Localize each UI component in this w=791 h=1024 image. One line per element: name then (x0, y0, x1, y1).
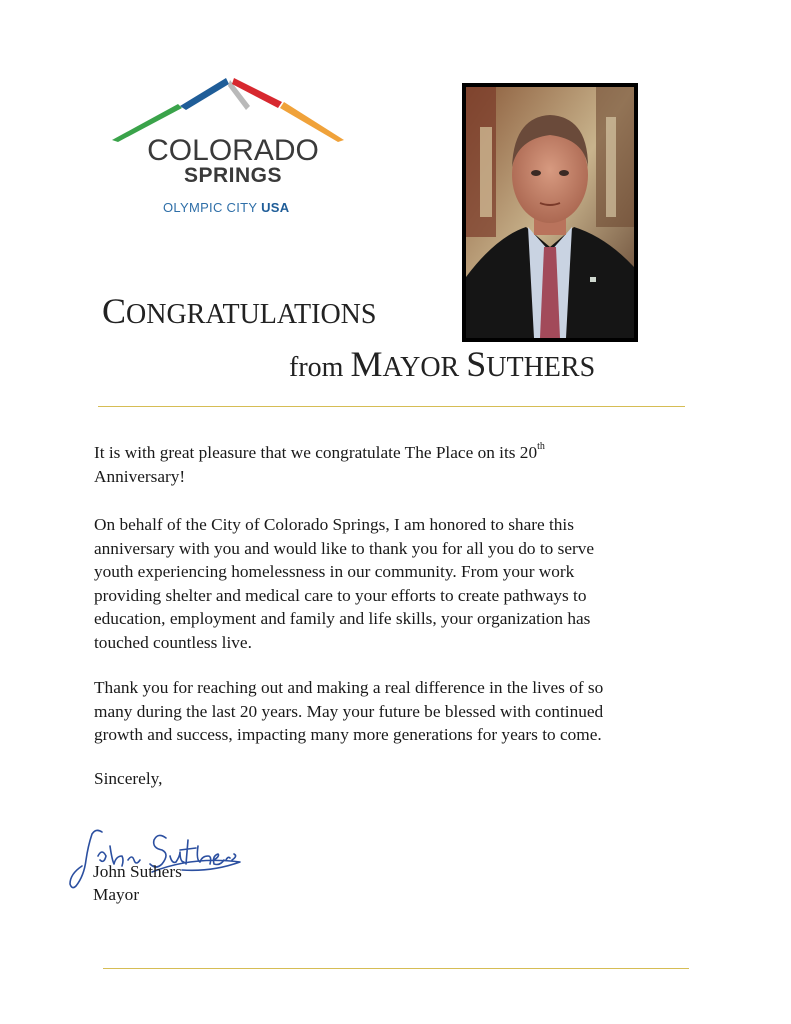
logo-tagline: OLYMPIC CITY USA (163, 200, 290, 215)
text-line: touched countless live. (94, 632, 252, 652)
text-line: It is with great pleasure that we congratulate The Place on its 20th (94, 441, 545, 462)
text-line: On behalf of the City of Colorado Springs, I am honored to share this (94, 515, 574, 534)
logo-line-springs: SPRINGS (183, 164, 283, 187)
signer-name: John Suthers (93, 862, 182, 881)
text-line: anniversary with you and would like to thank you for all you do to serve (94, 538, 595, 558)
paragraph-thanks (94, 676, 694, 747)
mountain-logo-icon (108, 72, 358, 142)
congratulations-heading: CONGRATULATIONS (102, 291, 377, 331)
paragraph-behalf (94, 513, 694, 655)
text-line: education, employment and family and life skills, your organization has (94, 609, 591, 629)
from-mayor-heading: from MAYOR SUTHERS (289, 344, 596, 384)
portrait-icon (466, 87, 634, 338)
closing-sincerely: Sincerely, (94, 769, 163, 788)
signer-title: Mayor (93, 885, 140, 904)
logo-line-colorado: COLORADO (147, 134, 319, 167)
text-line: many during the last 20 years. May your future be blessed with continued (94, 701, 604, 721)
text-line: youth experiencing homelessness in our community. From your work (94, 562, 575, 582)
text-line: Anniversary! (94, 466, 186, 486)
text-line: providing shelter and medical care to your efforts to create pathways to (94, 585, 587, 605)
mayor-portrait-photo (462, 83, 638, 342)
text-line: growth and success, impacting many more generations for years to come. (94, 725, 602, 745)
text-line: Thank you for reaching out and making a real difference in the lives of so (94, 678, 604, 697)
bottom-divider (103, 968, 689, 969)
top-divider (98, 406, 685, 407)
colorado-springs-logo (108, 72, 358, 222)
paragraph-intro (94, 441, 694, 488)
